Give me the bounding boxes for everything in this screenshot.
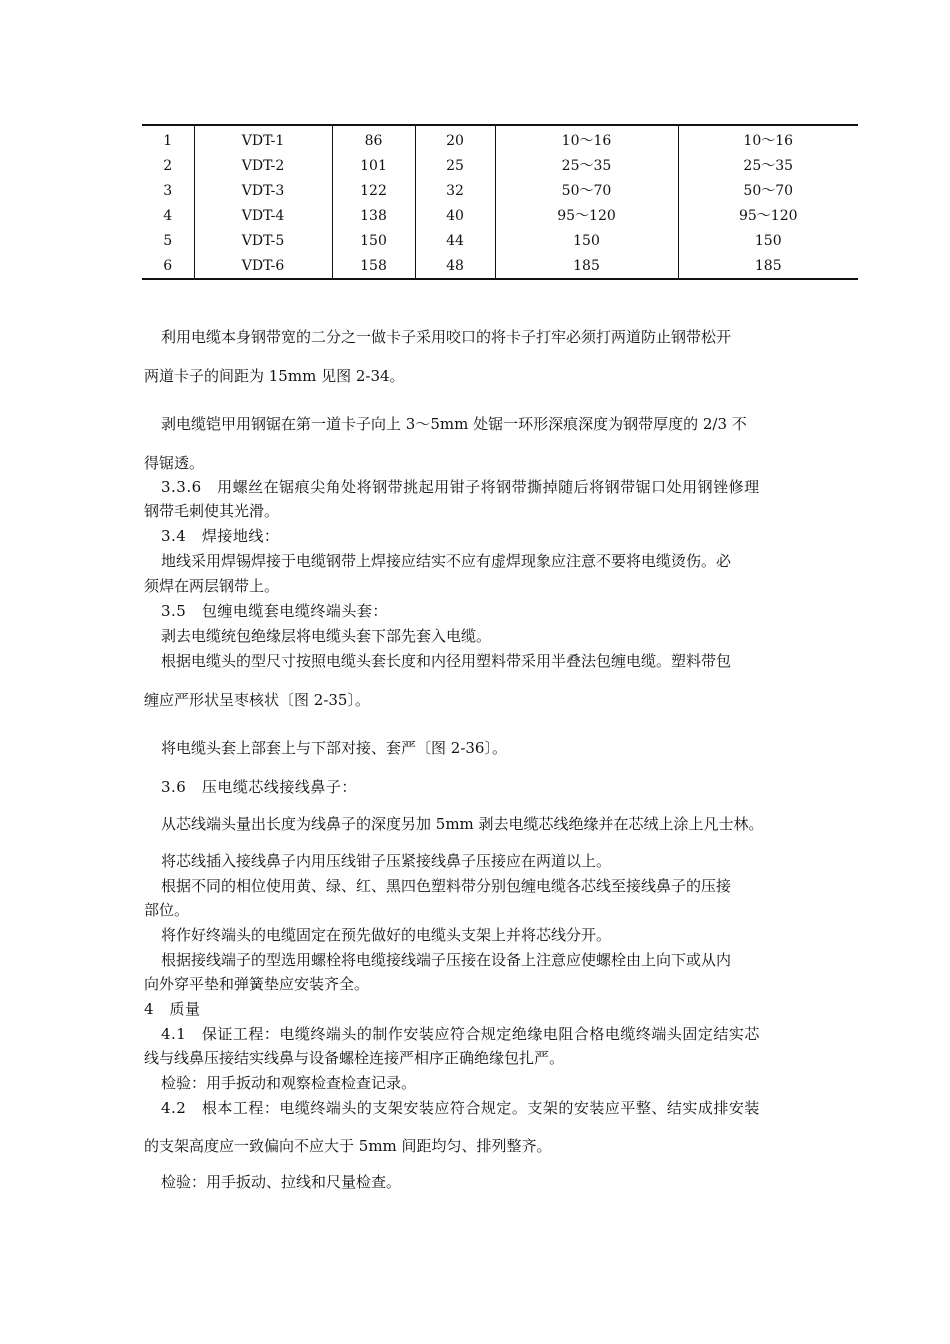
table-cell: 5 [163, 232, 173, 249]
body-line: 的支架高度应一致偏向不应大于 5mm 间距均匀、排列整齐。 [144, 1137, 552, 1155]
table-cell: 10～16 [495, 125, 678, 153]
body-line: 根据电缆头的型尺寸按照电缆头套长度和内径用塑料带采用半叠法包缠电缆。塑料带包 [161, 652, 732, 670]
table-cell: 50～70 [678, 178, 858, 203]
table-cell: 25～35 [678, 153, 858, 178]
spec-table [142, 124, 858, 280]
table-cell: 150 [332, 228, 415, 253]
body-line: 得锯透。 [144, 454, 205, 472]
table-cell: 101 [332, 153, 415, 178]
body-line: 须焊在两层钢带上。 [144, 577, 280, 595]
section-heading: 3.3.6 用螺丝在锯痕尖角处将钢带挑起用钳子将钢带撕掉随后将钢带锯口处用钢锉修理 [161, 478, 760, 496]
body-line: 利用电缆本身钢带宽的二分之一做卡子采用咬口的将卡子打牢必须打两道防止钢带松开 [161, 328, 732, 346]
table-cell: 2 [163, 157, 173, 174]
table-cell: 10～16 [678, 125, 858, 153]
body-line: 检验：用手扳动和观察检查检查记录。 [161, 1074, 417, 1092]
body-line: 将作好终端头的电缆固定在预先做好的电缆头支架上并将芯线分开。 [161, 926, 612, 944]
table-cell: 185 [678, 253, 858, 279]
section-heading: 4.2 根本工程：电缆终端头的支架安装应符合规定。支架的安装应平整、结实成排安装 [161, 1099, 760, 1117]
table-row [142, 253, 858, 279]
body-line: 根据接线端子的型选用螺栓将电缆接线端子压接在设备上注意应使螺栓由上向下或从内 [161, 951, 732, 969]
table-cell: 138 [332, 203, 415, 228]
table-cell: 32 [415, 178, 495, 203]
body-line: 剥去电缆统包绝缘层将电缆头套下部先套入电缆。 [161, 627, 492, 645]
table-cell: VDT-5 [194, 228, 332, 253]
table-cell: 122 [332, 178, 415, 203]
table-cell: 150 [678, 228, 858, 253]
body-line: 剥电缆铠甲用钢锯在第一道卡子向上 3～5mm 处锯一环形深痕深度为钢带厚度的 2/3 不 [161, 415, 747, 433]
spec-table-body [142, 125, 858, 279]
body-line: 地线采用焊锡焊接于电缆钢带上焊接应结实不应有虚焊现象应注意不要将电缆烫伤。必 [161, 552, 732, 570]
body-line: 钢带毛刺使其光滑。 [144, 502, 280, 520]
table-cell: 3 [163, 182, 173, 199]
table-cell: VDT-1 [194, 125, 332, 153]
body-line: 两道卡子的间距为 15mm 见图 2-34。 [144, 367, 405, 385]
body-line: 将芯线插入接线鼻子内用压线钳子压紧接线鼻子压接应在两道以上。 [161, 852, 612, 870]
table-row [142, 153, 858, 178]
table-cell: 158 [332, 253, 415, 279]
table-cell: 95～120 [678, 203, 858, 228]
table-cell: 25～35 [495, 153, 678, 178]
table-row [142, 228, 858, 253]
table-cell: 86 [332, 125, 415, 153]
table-cell: 48 [415, 253, 495, 279]
section-heading: 3.5 包缠电缆套电缆终端头套： [161, 602, 388, 620]
body-line: 检验：用手扳动、拉线和尺量检查。 [161, 1173, 402, 1191]
table-cell: VDT-6 [194, 253, 332, 279]
body-line: 从芯线端头量出长度为线鼻子的深度另加 5mm 剥去电缆芯线绝缘并在芯绒上涂上凡士林。 [161, 815, 764, 833]
body-line: 线与线鼻压接结实线鼻与设备螺栓连接严相序正确绝缘包扎严。 [144, 1049, 565, 1067]
section-heading: 4.1 保证工程：电缆终端头的制作安装应符合规定绝缘电阻合格电缆终端头固定结实芯 [161, 1025, 760, 1043]
table-row [142, 203, 858, 228]
table-cell: 185 [495, 253, 678, 279]
table-cell: VDT-4 [194, 203, 332, 228]
table-cell: 95～120 [495, 203, 678, 228]
table-cell: 50～70 [495, 178, 678, 203]
section-heading: 3.6 压电缆芯线接线鼻子： [161, 778, 357, 796]
table-cell: 150 [495, 228, 678, 253]
body-line: 向外穿平垫和弹簧垫应安装齐全。 [144, 975, 370, 993]
table-cell: 20 [415, 125, 495, 153]
table-cell: 44 [415, 228, 495, 253]
body-line: 根据不同的相位使用黄、绿、红、黑四色塑料带分别包缠电缆各芯线至接线鼻子的压接 [161, 877, 732, 895]
table-row [142, 178, 858, 203]
table-cell: 6 [163, 257, 173, 274]
table-cell: 4 [163, 207, 173, 224]
table-cell: VDT-3 [194, 178, 332, 203]
table-cell: 40 [415, 203, 495, 228]
chapter-heading: 4 质量 [144, 1000, 201, 1018]
body-line: 将电缆头套上部套上与下部对接、套严〔图 2-36〕。 [161, 739, 507, 757]
table-cell: VDT-2 [194, 153, 332, 178]
table-cell: 25 [415, 153, 495, 178]
table-cell: 1 [163, 132, 173, 149]
table-row [142, 125, 858, 153]
body-line: 缠应严形状呈枣核状〔图 2-35〕。 [144, 691, 370, 709]
section-heading: 3.4 焊接地线： [161, 527, 280, 545]
body-line: 部位。 [144, 901, 190, 919]
